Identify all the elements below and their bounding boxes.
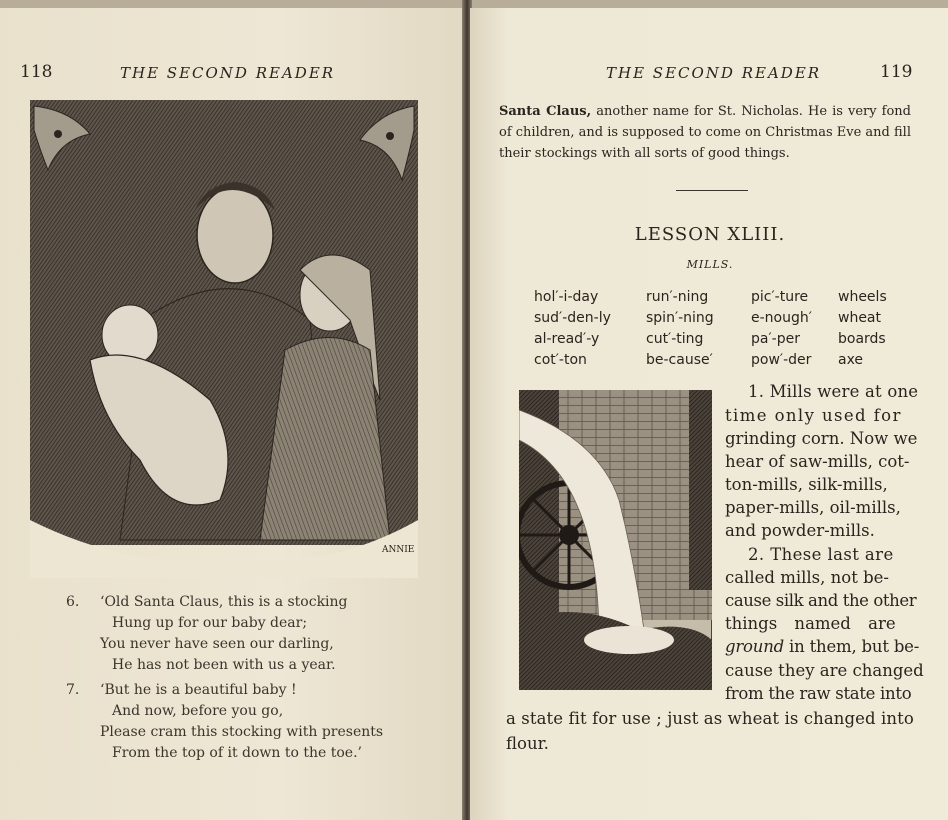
running-head-right: THE SECOND READER — [606, 64, 822, 82]
body-text-line: 2. These last are — [748, 545, 894, 564]
vocab-word: cot′-ton — [534, 352, 587, 368]
vocab-word: e-nough′ — [751, 310, 812, 326]
stanza-number: 6. — [66, 594, 80, 610]
lesson-subtitle: MILLS. — [686, 258, 734, 271]
page-number-right: 119 — [880, 62, 913, 82]
body-text-line: things named are — [725, 614, 896, 633]
body-text-line: a state fit for use ; just as wheat is changed into — [506, 709, 914, 728]
body-text-line: flour. — [506, 734, 549, 753]
lesson-title: LESSON XLIII. — [634, 224, 786, 245]
body-text-line: hear of saw-mills, cot- — [725, 452, 910, 471]
body-text-line: paper-mills, oil-mills, — [725, 498, 901, 517]
vocabulary-column-1 — [534, 287, 611, 371]
section-divider — [676, 190, 748, 191]
vocab-word: al-read′-y — [534, 331, 600, 347]
body-text-line: cause they are changed — [725, 661, 924, 680]
body-text-line: 1. Mills were at one — [748, 382, 919, 401]
vocab-word: cut′-ting — [646, 331, 704, 347]
vocabulary-column-3 — [751, 287, 812, 371]
body-text-line: ton-mills, silk-mills, — [725, 475, 888, 494]
vocabulary-column-2 — [646, 287, 714, 371]
poem-line: ‘Old Santa Claus, this is a stocking — [100, 594, 348, 610]
vocab-word: wheat — [838, 310, 882, 326]
vocab-word: pow′-der — [751, 352, 812, 368]
vocab-word: wheels — [838, 289, 887, 305]
poem-line: From the top of it down to the toe.’ — [112, 745, 362, 761]
poem-line: ‘But he is a beautiful baby ! — [100, 682, 297, 698]
emphasized-word: ground — [725, 637, 784, 656]
body-text-line: from the raw state into — [725, 684, 912, 703]
illustration-signature: ANNIE — [382, 545, 415, 555]
vocab-word: hol′-i-day — [534, 289, 599, 305]
poem-line: He has not been with us a year. — [112, 657, 336, 673]
poem-line: And now, before you go, — [112, 703, 284, 719]
definition-text: another name for St. Nicholas. He is very fond of children, and is supposed to come on Christmas Eve and fill their stockings with all sorts of good things. — [499, 104, 911, 161]
poem-line: Please cram this stocking with presents — [100, 724, 384, 740]
body-text-line: called mills, not be- — [725, 568, 889, 587]
vocab-word: run′-ning — [646, 289, 709, 305]
illustration-mother-children — [30, 100, 418, 578]
vocab-word: spin′-ning — [646, 310, 714, 326]
poem-stanza-7 — [66, 680, 383, 764]
poem-line: Hung up for our baby dear; — [112, 615, 308, 631]
body-text-line: cause silk and the other — [725, 591, 917, 610]
running-head-left: THE SECOND READER — [120, 64, 336, 82]
vocab-word: boards — [838, 331, 886, 347]
poem-stanza-6 — [66, 592, 348, 676]
body-text-line: and powder-mills. — [725, 521, 875, 540]
vocab-word: axe — [838, 352, 864, 368]
vocab-word: be-cause′ — [646, 352, 713, 368]
body-text-line: ground in them, but be- — [725, 637, 920, 656]
vocabulary-column-4 — [838, 287, 887, 371]
poem-line: You never have seen our darling, — [100, 636, 334, 652]
vocab-word: pa′-per — [751, 331, 800, 347]
definition-term: Santa Claus, — [499, 104, 592, 119]
illustration-water-mill — [519, 390, 712, 690]
footnote-definition — [499, 101, 911, 164]
vocab-word: pic′-ture — [751, 289, 809, 305]
body-text-line: grinding corn. Now we — [725, 429, 918, 448]
body-text-line: time only used for — [725, 406, 902, 425]
stanza-number: 7. — [66, 682, 80, 698]
vocab-word: sud′-den-ly — [534, 310, 611, 326]
page-number-left: 118 — [20, 62, 53, 82]
